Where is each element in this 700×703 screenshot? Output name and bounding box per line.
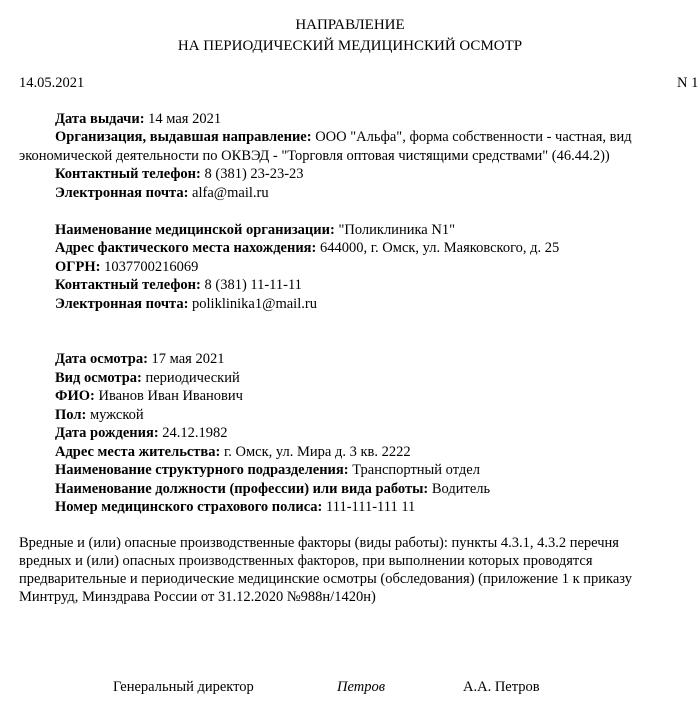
factors-line-2: вредных и (или) опасных производственных факторов, при выполнении которых проводятся [19, 553, 593, 569]
medical-org-phone-label: Контактный телефон: [55, 277, 201, 293]
factors-line-3: предварительные и периодические медицинские осмотры (обследования) (приложение 1 к приказу [19, 571, 632, 587]
policy-row [55, 498, 415, 516]
factors-line-4: Минтруд, Минздрава России от 31.12.2020 №988н/1420н) [19, 589, 376, 605]
medical-org-address-label: Адрес фактического места нахождения: [55, 240, 317, 256]
department-label: Наименование структурного подразделения: [55, 462, 349, 478]
exam-date-value: 17 мая 2021 [151, 351, 225, 367]
medical-org-email-label: Электронная почта: [55, 296, 189, 312]
issuing-org-row [55, 128, 632, 146]
medical-org-ogrn-label: ОГРН: [55, 259, 101, 275]
department-value: Транспортный отдел [352, 462, 480, 478]
medical-org-name-row [55, 221, 455, 239]
exam-type-row [55, 369, 240, 387]
issuing-org-value: ООО "Альфа", форма собственности - частная, вид [315, 129, 632, 145]
residence-value: г. Омск, ул. Мира д. 3 кв. 2222 [223, 444, 411, 460]
medical-org-name-label: Наименование медицинской организации: [55, 222, 335, 238]
position-row [55, 480, 490, 498]
fio-row [55, 387, 243, 405]
birth-date-value: 24.12.1982 [162, 425, 228, 441]
department-row [55, 461, 480, 479]
title-line-1: НАПРАВЛЕНИЕ [295, 17, 405, 33]
document-date: 14.05.2021 [19, 75, 85, 91]
sex-row [55, 406, 144, 424]
issuing-org-value-cont: экономической деятельности по ОКВЭД - "Торговля оптовая чистящими средствами" (46.44.2)) [19, 148, 610, 164]
issuer-phone-row [55, 165, 304, 183]
issue-date-value: 14 мая 2021 [148, 111, 222, 127]
issuer-phone-value: 8 (381) 23-23-23 [204, 166, 304, 182]
medical-org-email-row [55, 295, 317, 313]
medical-org-address-row [55, 239, 559, 257]
policy-label: Номер медицинского страхового полиса: [55, 499, 323, 515]
medical-org-address-value: 644000, г. Омск, ул. Маяковского, д. 25 [319, 240, 560, 256]
title-line-2: НА ПЕРИОДИЧЕСКИЙ МЕДИЦИНСКИЙ ОСМОТР [177, 38, 523, 54]
sex-label: Пол: [55, 407, 87, 423]
exam-date-row [55, 350, 224, 368]
issuer-phone-label: Контактный телефон: [55, 166, 201, 182]
medical-org-email-value: poliklinika1@mail.ru [192, 296, 317, 312]
sex-value: мужской [89, 407, 144, 423]
medical-org-phone-value: 8 (381) 11-11-11 [204, 277, 302, 293]
policy-value: 111-111-111 11 [326, 499, 416, 515]
medical-org-ogrn-value: 1037700216069 [104, 259, 199, 275]
issue-date-row [55, 110, 221, 128]
signer-position: Генеральный директор [113, 679, 254, 695]
signature: Петров [337, 679, 385, 695]
medical-org-ogrn-row [55, 258, 198, 276]
medical-org-phone-row [55, 276, 302, 294]
issuer-email-label: Электронная почта: [55, 185, 189, 201]
birth-date-row [55, 424, 228, 442]
signer-name: А.А. Петров [463, 679, 540, 695]
document-number: N 1 [677, 75, 699, 91]
exam-date-label: Дата осмотра: [55, 351, 148, 367]
factors-line-1: Вредные и (или) опасные производственные факторы (виды работы): пункты 4.3.1, 4.3.2 перечня [19, 535, 619, 551]
issue-date-label: Дата выдачи: [55, 111, 145, 127]
exam-type-label: Вид осмотра: [55, 370, 142, 386]
issuer-email-value: alfa@mail.ru [192, 185, 269, 201]
fio-value: Иванов Иван Иванович [98, 388, 243, 404]
position-label: Наименование должности (профессии) или вида работы: [55, 481, 429, 497]
position-value: Водитель [431, 481, 491, 497]
issuing-org-label: Организация, выдавшая направление: [55, 129, 312, 145]
medical-org-name-value: "Поликлиника N1" [338, 222, 455, 238]
fio-label: ФИО: [55, 388, 95, 404]
issuer-email-row [55, 184, 269, 202]
exam-type-value: периодический [145, 370, 240, 386]
residence-label: Адрес места жительства: [55, 444, 221, 460]
residence-row [55, 443, 411, 461]
birth-date-label: Дата рождения: [55, 425, 159, 441]
